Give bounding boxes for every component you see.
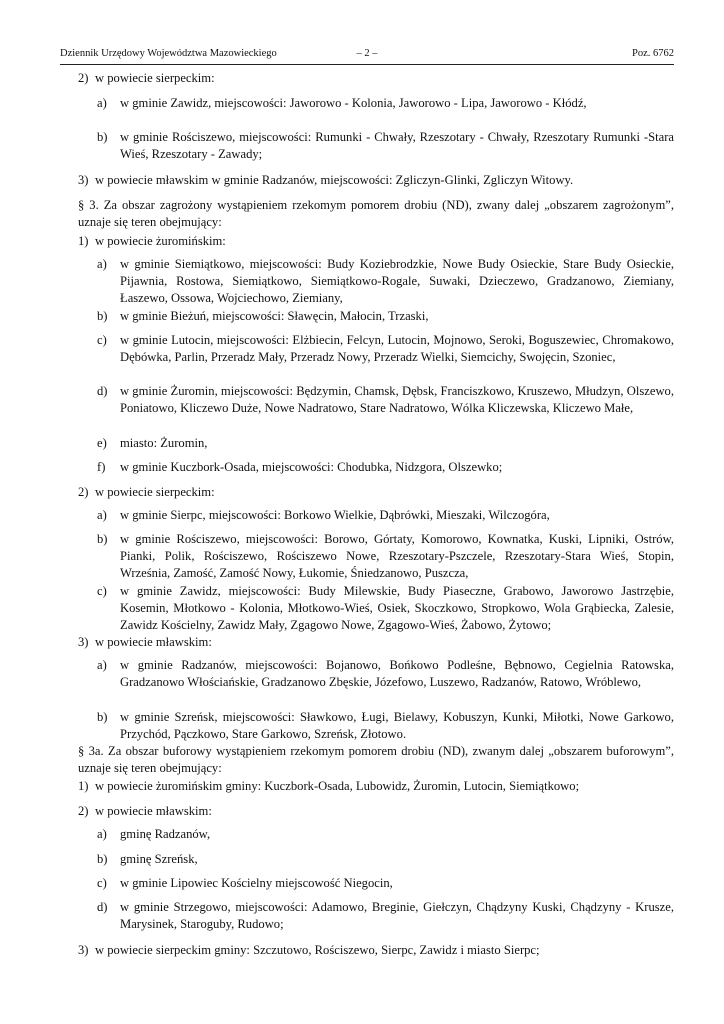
list-item-text: w gminie Lutocin, miejscowości: Elżbiecin, Felcyn, Lutocin, Mojnowo, Seroki, Boguszewiec, Chromakowo, Dębówka, Parlin, Przeradz Mały, Przeradz Nowy, Przeradz Wielki, Siemcichy, Swojęcin, Szoniec, — [120, 333, 674, 364]
list-item-text: w gminie Zawidz, miejscowości: Jaworowo - Kolonia, Jaworowo - Lipa, Jaworowo - Kłódź, — [120, 96, 587, 110]
list-item-label: a) — [97, 257, 107, 271]
page-number: – 2 – — [356, 48, 378, 59]
list-item-label: e) — [97, 436, 107, 450]
header-divider — [60, 64, 674, 65]
list-item-label: c) — [97, 876, 107, 890]
section-paragraph: § 3a. Za obszar buforowy wystąpieniem rzekomym pomorem drobiu (ND), zwanym dalej „obszarem buforowym”, uznaje się teren obejmujący: — [78, 744, 674, 775]
sub-list-item — [97, 531, 674, 582]
list-item-label: 1) — [78, 234, 89, 248]
list-item-label: 3) — [78, 635, 89, 649]
list-item-text: w powiecie mławskim: — [95, 804, 212, 818]
position-number: Poz. 6762 — [632, 48, 674, 59]
list-item-text: w powiecie sierpeckim gminy: Szczutowo, Rościszewo, Sierpc, Zawidz i miasto Sierpc; — [95, 943, 540, 957]
list-item-text: w gminie Zawidz, miejscowości: Budy Milewskie, Budy Piaseczne, Grabowo, Jaworowo Jastrzębie, Kosemin, Młotkowo - Kolonia, Młotkowo-Wieś, Osiek, Skoczkowo, Stropkowo, Wola Grąbiecka, Zalesie, Zawidz Kościelny, Zawidz Mały, Zgagowo Nowe, Zgagowo-Wieś, Żabowo, Żytowo; — [120, 584, 674, 632]
list-item-label: 3) — [78, 173, 89, 187]
list-item-text: miasto: Żuromin, — [120, 436, 208, 450]
list-item-text: w powiecie sierpeckim: — [95, 485, 215, 499]
page-header — [60, 47, 674, 63]
list-item — [78, 233, 674, 250]
journal-title: Dziennik Urzędowy Województwa Mazowieckiego — [60, 48, 277, 59]
sub-list-item — [97, 657, 674, 691]
list-item-text: w gminie Bieżuń, miejscowości: Sławęcin, Małocin, Trzaski, — [120, 309, 429, 323]
sub-list-item — [97, 256, 674, 307]
section-paragraph: § 3. Za obszar zagrożony wystąpieniem rzekomym pomorem drobiu (ND), zwany dalej „obszarem zagrożonym”, uznaje się teren obejmujący: — [78, 198, 674, 229]
list-item — [78, 70, 674, 87]
list-item-label: 2) — [78, 804, 89, 818]
sub-list-item — [97, 583, 674, 634]
list-item-label: b) — [97, 710, 108, 724]
list-item-text: w gminie Rościszewo, miejscowości: Borowo, Górtaty, Komorowo, Kownatka, Kuski, Lipniki, Ostrów, Pianki, Polik, Rościszewo, Rościszewo Nowe, Rzeszotary-Pszczele, Rzeszotary-Stara Wieś, Stopin, Września, Zamość, Zamość Nowy, Łukomie, Śniedzanowo, Puszcza, — [120, 532, 674, 580]
list-item-label: 3) — [78, 943, 89, 957]
list-item — [78, 942, 674, 959]
sub-list-item — [97, 851, 674, 868]
list-item-label: c) — [97, 584, 107, 598]
list-item-label: 2) — [78, 485, 89, 499]
list-item-text: w powiecie sierpeckim: — [95, 71, 215, 85]
list-item-label: a) — [97, 827, 107, 841]
list-item — [78, 803, 674, 820]
list-item-label: 2) — [78, 71, 89, 85]
list-item-text: w gminie Rościszewo, miejscowości: Rumunki - Chwały, Rzeszotary - Chwały, Rzeszotary Rumunki -Stara Wieś, Rzeszotary - Zawady; — [120, 130, 674, 161]
sub-list-item — [97, 95, 674, 112]
list-item-text: w gminie Żuromin, miejscowości: Będzymin, Chamsk, Dębsk, Franciszkowo, Kruszewo, Młudzyn, Olszewo, Poniatowo, Kliczewo Duże, Nowe Nadratowo, Stare Nadratowo, Wólka Kliczewska, Kliczewo Małe, — [120, 384, 674, 415]
list-item-text: w gminie Szreńsk, miejscowości: Sławkowo, Ługi, Bielawy, Kobuszyn, Kunki, Miłotki, Nowe Garkowo, Przychód, Pączkowo, Stare Garkowo, Szreńsk, Złotowo. — [120, 710, 674, 741]
list-item-label: a) — [97, 658, 107, 672]
list-item — [78, 778, 674, 795]
sub-list-item — [97, 459, 674, 476]
list-item-text: w gminie Sierpc, miejscowości: Borkowo Wielkie, Dąbrówki, Mieszaki, Wilczogóra, — [120, 508, 550, 522]
list-item-label: 1) — [78, 779, 89, 793]
list-item-text: w powiecie mławskim w gminie Radzanów, miejscowości: Zgliczyn-Glinki, Zgliczyn Witowy. — [95, 173, 574, 187]
list-item-text: w gminie Lipowiec Kościelny miejscowość Niegocin, — [120, 876, 393, 890]
list-item — [78, 484, 674, 501]
list-item-text: w gminie Siemiątkowo, miejscowości: Budy Koziebrodzkie, Nowe Budy Osieckie, Stare Budy Osieckie, Pijawnia, Rostowa, Siemiątkowo, Siemiątkowo-Rogale, Suwaki, Dzieczewo, Gradzanowo, Ziemiany, Łaszewo, Ossowa, Wojciechowo, Ziemiany, — [120, 257, 674, 305]
sub-list-item — [97, 332, 674, 366]
sub-list-item — [97, 709, 674, 743]
sub-list-item — [97, 899, 674, 933]
sub-list-item — [97, 308, 674, 325]
list-item — [78, 172, 674, 189]
list-item-text: w powiecie żuromińskim gminy: Kuczbork-Osada, Lubowidz, Żuromin, Lutocin, Siemiątkowo; — [95, 779, 580, 793]
list-item-label: f) — [97, 460, 106, 474]
list-item-label: b) — [97, 309, 108, 323]
list-item-label: b) — [97, 130, 108, 144]
list-item-label: a) — [97, 96, 107, 110]
list-item-text: w powiecie mławskim: — [95, 635, 212, 649]
list-item-label: b) — [97, 532, 108, 546]
sub-list-item — [97, 826, 674, 843]
list-item-text: w gminie Kuczbork-Osada, miejscowości: Chodubka, Nidzgora, Olszewko; — [120, 460, 503, 474]
list-item-text: gminę Szreńsk, — [120, 852, 198, 866]
sub-list-item — [97, 129, 674, 163]
sub-list-item — [97, 875, 674, 892]
sub-list-item — [97, 507, 674, 524]
sub-list-item — [97, 435, 674, 452]
list-item-label: d) — [97, 384, 108, 398]
list-item-label: d) — [97, 900, 108, 914]
list-item-text: w gminie Radzanów, miejscowości: Bojanowo, Bońkowo Podleśne, Bębnowo, Cegielnia Ratowska, Gradzanowo Włościańskie, Gradzanowo Zbęskie, Józefowo, Luszewo, Radzanów, Ratowo, Wróblewo, — [120, 658, 674, 689]
list-item-label: b) — [97, 852, 108, 866]
list-item-label: a) — [97, 508, 107, 522]
list-item — [78, 634, 674, 651]
list-item-text: gminę Radzanów, — [120, 827, 211, 841]
list-item-text: w powiecie żuromińskim: — [95, 234, 226, 248]
list-item-label: c) — [97, 333, 107, 347]
list-item-text: w gminie Strzegowo, miejscowości: Adamowo, Breginie, Giełczyn, Chądzyny Kuski, Chądzyny - Krusze, Marysinek, Staroguby, Rudowo; — [120, 900, 674, 931]
sub-list-item — [97, 383, 674, 417]
